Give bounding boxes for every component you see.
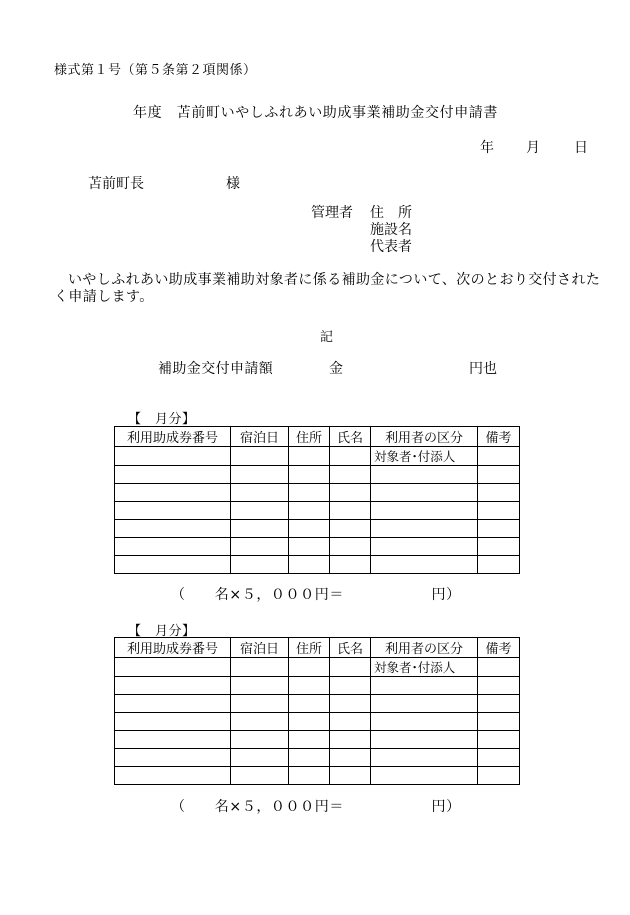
table-cell[interactable] bbox=[289, 677, 330, 695]
usage-table-2 bbox=[114, 637, 520, 785]
table-cell[interactable] bbox=[330, 731, 371, 749]
table-cell[interactable] bbox=[231, 484, 289, 502]
header-ticket-number: 利用助成券番号 bbox=[115, 638, 231, 658]
table-row bbox=[115, 484, 520, 502]
table-cell[interactable] bbox=[231, 713, 289, 731]
amount-label: 補助金交付申請額 bbox=[158, 361, 274, 377]
table-row bbox=[115, 520, 520, 538]
table-cell[interactable] bbox=[231, 520, 289, 538]
table-cell[interactable] bbox=[330, 466, 371, 484]
table-cell[interactable] bbox=[289, 731, 330, 749]
table-cell[interactable] bbox=[371, 520, 478, 538]
table-cell[interactable] bbox=[289, 658, 330, 677]
table-cell[interactable] bbox=[115, 677, 231, 695]
table-cell[interactable] bbox=[478, 767, 520, 785]
addressee: 苫前町長 bbox=[88, 176, 144, 192]
header-remarks: 備考 bbox=[478, 638, 520, 658]
table-cell[interactable] bbox=[289, 502, 330, 520]
table-cell[interactable] bbox=[478, 677, 520, 695]
table-cell[interactable] bbox=[330, 447, 371, 466]
table-cell[interactable] bbox=[231, 695, 289, 713]
table-cell[interactable] bbox=[330, 520, 371, 538]
table-cell[interactable] bbox=[289, 484, 330, 502]
table-cell[interactable] bbox=[115, 749, 231, 767]
header-remarks: 備考 bbox=[478, 427, 520, 447]
table-cell[interactable] bbox=[231, 502, 289, 520]
table-cell[interactable] bbox=[478, 520, 520, 538]
header-user-category: 利用者の区分 bbox=[371, 638, 478, 658]
table-cell[interactable] bbox=[330, 538, 371, 556]
table-cell[interactable] bbox=[289, 466, 330, 484]
table-cell[interactable] bbox=[478, 713, 520, 731]
document-title: 年度 苫前町いやしふれあい助成事業補助金交付申請書 bbox=[133, 105, 498, 121]
table-cell[interactable] bbox=[478, 447, 520, 466]
header-user-category: 利用者の区分 bbox=[371, 427, 478, 447]
table-cell[interactable] bbox=[478, 538, 520, 556]
table-cell[interactable] bbox=[115, 767, 231, 785]
category-subheader: 対象者･付添人 bbox=[371, 658, 478, 677]
table-row bbox=[115, 677, 520, 695]
table-cell[interactable] bbox=[115, 484, 231, 502]
table-cell[interactable] bbox=[289, 713, 330, 731]
applicant-role: 管理者 bbox=[311, 205, 353, 221]
table-row bbox=[115, 658, 520, 677]
applicant-field-facility: 施設名 bbox=[370, 222, 412, 238]
table-row bbox=[115, 731, 520, 749]
header-stay-date: 宿泊日 bbox=[231, 427, 289, 447]
header-address: 住所 bbox=[289, 638, 330, 658]
table-header-row bbox=[115, 427, 520, 447]
table-cell[interactable] bbox=[115, 658, 231, 677]
header-name: 氏名 bbox=[330, 638, 371, 658]
table-row bbox=[115, 556, 520, 574]
date-day: 日 bbox=[574, 140, 588, 156]
table-cell[interactable] bbox=[371, 484, 478, 502]
table-cell[interactable] bbox=[371, 466, 478, 484]
month-label-1: 【 月分】 bbox=[128, 412, 196, 427]
table-cell[interactable] bbox=[330, 677, 371, 695]
header-stay-date: 宿泊日 bbox=[231, 638, 289, 658]
table-row bbox=[115, 466, 520, 484]
table-cell[interactable] bbox=[371, 538, 478, 556]
application-statement: いやしふれあい助成事業補助対象者に係る補助金について、次のとおり交付されたく申請します。 bbox=[54, 272, 601, 305]
table-cell[interactable] bbox=[115, 466, 231, 484]
header-name: 氏名 bbox=[330, 427, 371, 447]
applicant-field-representative: 代表者 bbox=[370, 239, 412, 255]
header-address: 住所 bbox=[289, 427, 330, 447]
table-cell[interactable] bbox=[371, 767, 478, 785]
table-cell[interactable] bbox=[231, 658, 289, 677]
table-cell[interactable] bbox=[330, 695, 371, 713]
category-subheader: 対象者･付添人 bbox=[371, 447, 478, 466]
table-cell[interactable] bbox=[289, 520, 330, 538]
table-cell[interactable] bbox=[478, 695, 520, 713]
table-cell[interactable] bbox=[371, 695, 478, 713]
table-cell[interactable] bbox=[478, 556, 520, 574]
table-cell[interactable] bbox=[289, 538, 330, 556]
table-row bbox=[115, 447, 520, 466]
calculation-line-2: （ 名×５，０００円＝ 円） bbox=[171, 799, 461, 815]
applicant-field-address: 住 所 bbox=[370, 205, 412, 221]
table-row bbox=[115, 695, 520, 713]
table-cell[interactable] bbox=[231, 556, 289, 574]
date-year: 年 bbox=[480, 140, 494, 156]
header-ticket-number: 利用助成券番号 bbox=[115, 427, 231, 447]
table-header-row bbox=[115, 638, 520, 658]
table-cell[interactable] bbox=[478, 484, 520, 502]
table-row bbox=[115, 749, 520, 767]
table-cell[interactable] bbox=[478, 466, 520, 484]
table-cell[interactable] bbox=[330, 749, 371, 767]
table-cell[interactable] bbox=[231, 538, 289, 556]
calculation-line-1: （ 名×５，０００円＝ 円） bbox=[171, 587, 461, 603]
table-cell[interactable] bbox=[371, 749, 478, 767]
table-cell[interactable] bbox=[115, 731, 231, 749]
usage-table-1 bbox=[114, 426, 520, 574]
table-cell[interactable] bbox=[115, 695, 231, 713]
table-cell[interactable] bbox=[330, 502, 371, 520]
table-cell[interactable] bbox=[371, 713, 478, 731]
table-cell[interactable] bbox=[330, 767, 371, 785]
table-cell[interactable] bbox=[115, 556, 231, 574]
table-row bbox=[115, 767, 520, 785]
amount-prefix: 金 bbox=[329, 361, 343, 377]
table-cell[interactable] bbox=[330, 658, 371, 677]
table-cell[interactable] bbox=[115, 502, 231, 520]
honorific: 様 bbox=[226, 176, 240, 192]
table-cell[interactable] bbox=[289, 556, 330, 574]
ki-heading: 記 bbox=[320, 330, 334, 345]
table-cell[interactable] bbox=[478, 731, 520, 749]
table-cell[interactable] bbox=[231, 749, 289, 767]
table-cell[interactable] bbox=[289, 767, 330, 785]
table-cell[interactable] bbox=[371, 502, 478, 520]
table-row bbox=[115, 713, 520, 731]
table-cell[interactable] bbox=[289, 695, 330, 713]
month-label-2: 【 月分】 bbox=[128, 624, 196, 639]
table-cell[interactable] bbox=[478, 502, 520, 520]
table-cell[interactable] bbox=[231, 677, 289, 695]
table-cell[interactable] bbox=[330, 713, 371, 731]
table-cell[interactable] bbox=[371, 677, 478, 695]
table-cell[interactable] bbox=[231, 447, 289, 466]
table-cell[interactable] bbox=[330, 556, 371, 574]
table-cell[interactable] bbox=[231, 731, 289, 749]
table-cell[interactable] bbox=[289, 447, 330, 466]
table-row bbox=[115, 502, 520, 520]
table-cell[interactable] bbox=[478, 658, 520, 677]
form-number: 様式第１号（第５条第２項関係） bbox=[54, 63, 257, 78]
table-cell[interactable] bbox=[115, 520, 231, 538]
table-cell[interactable] bbox=[330, 484, 371, 502]
amount-suffix: 円也 bbox=[469, 361, 497, 377]
table-cell[interactable] bbox=[115, 447, 231, 466]
table-cell[interactable] bbox=[231, 767, 289, 785]
date-month: 月 bbox=[526, 140, 540, 156]
table-cell[interactable] bbox=[115, 713, 231, 731]
table-cell[interactable] bbox=[289, 749, 330, 767]
table-cell[interactable] bbox=[231, 466, 289, 484]
table-cell[interactable] bbox=[371, 731, 478, 749]
table-cell[interactable] bbox=[115, 538, 231, 556]
table-row bbox=[115, 538, 520, 556]
table-cell[interactable] bbox=[478, 749, 520, 767]
table-cell[interactable] bbox=[371, 556, 478, 574]
